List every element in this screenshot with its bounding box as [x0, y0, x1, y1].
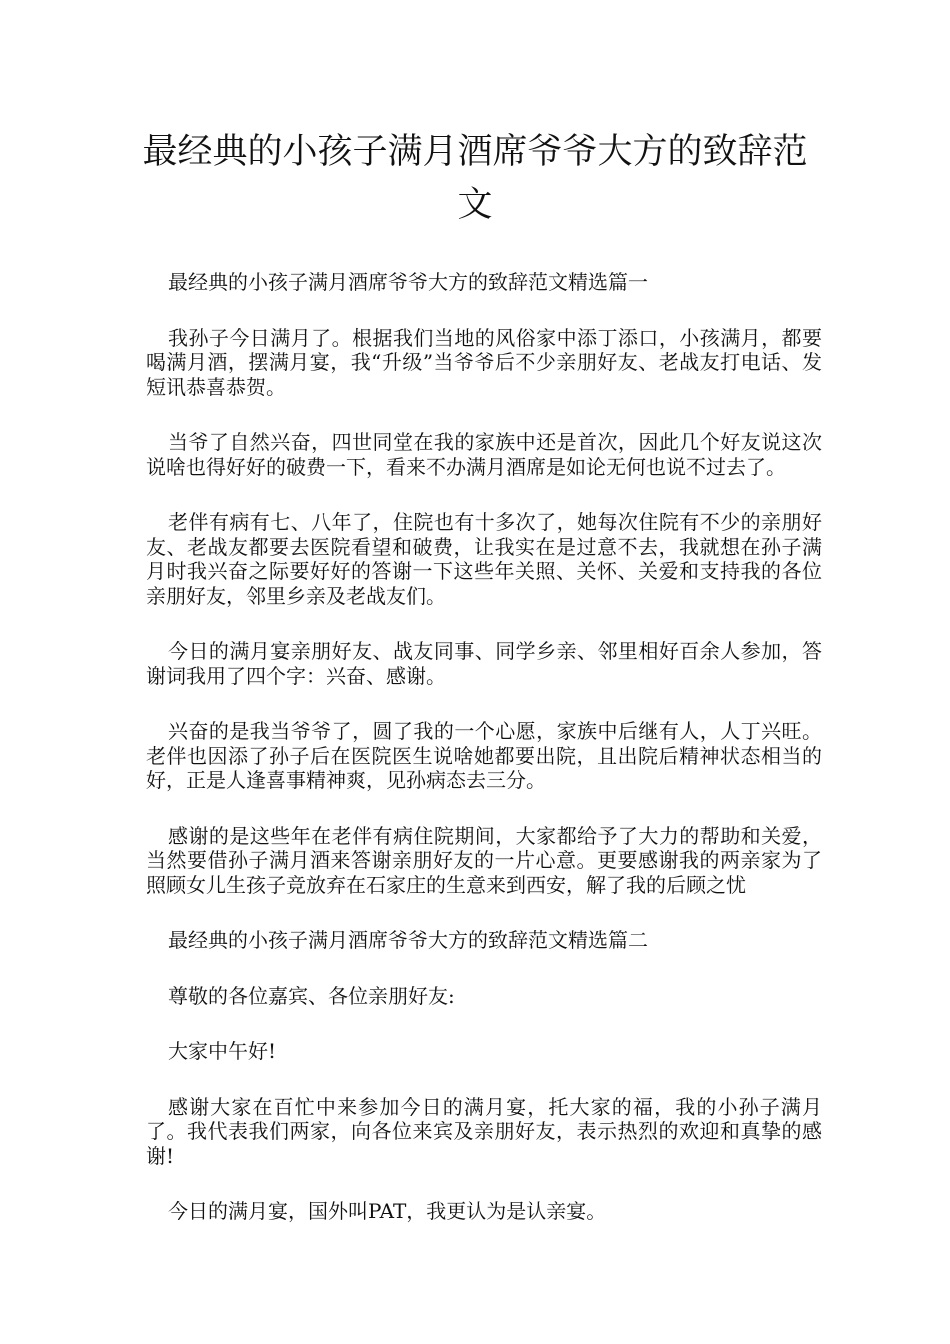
body-paragraph: 感谢大家在百忙中来参加今日的满月宴，托大家的福，我的小孙子满月了。我代表我们两家，向各位来宾及亲朋好友，表示热烈的欢迎和真挚的感谢! [146, 1094, 822, 1168]
body-paragraph: 今日的满月宴亲朋好友、战友同事、同学乡亲、邻里相好百余人参加，答谢词我用了四个字：兴奋、感谢。 [146, 639, 822, 688]
body-paragraph: 老伴有病有七、八年了，住院也有十多次了，她每次住院有不少的亲朋好友、老战友都要去医院看望和破费，让我实在是过意不去，我就想在孙子满月时我兴奋之际要好好的答谢一下这些年关照、关怀、关爱和支持我的各位亲朋好友，邻里乡亲及老战友们。 [146, 510, 822, 608]
body-paragraph: 尊敬的各位嘉宾、各位亲朋好友: [168, 983, 455, 1008]
document-body [146, 270, 822, 1255]
body-paragraph: 当爷了自然兴奋，四世同堂在我的家族中还是首次，因此几个好友说这次说啥也得好好的破费一下，看来不办满月酒席是如论无何也说不过去了。 [146, 430, 822, 479]
body-paragraph: 大家中午好! [168, 1039, 277, 1063]
document-title: 最经典的小孩子满月酒席爷爷大方的致辞范文 [142, 132, 808, 225]
body-paragraph: 今日的满月宴，国外叫PAT，我更认为是认亲宴。 [168, 1199, 607, 1223]
body-paragraph: 兴奋的是我当爷爷了，圆了我的一个心愿，家族中后继有人，人丁兴旺。老伴也因添了孙子后在医院医生说啥她都要出院，且出院后精神状态相当的好，正是人逢喜事精神爽，见孙病态去三分。 [146, 719, 822, 792]
body-paragraph: 感谢的是这些年在老伴有病住院期间，大家都给予了大力的帮助和关爱，当然要借孙子满月酒来答谢亲朋好友的一片心意。更要感谢我的两亲家为了照顾女儿生孩子竞放弃在石家庄的生意来到西安，解了我的后顾之忧 [146, 823, 822, 897]
section-heading: 最经典的小孩子满月酒席爷爷大方的致辞范文精选篇二 [168, 928, 648, 952]
body-paragraph: 我孙子今日满月了。根据我们当地的风俗家中添丁添口，小孩满月，都要喝满月酒，摆满月宴，我“升级”当爷爷后不少亲朋好友、老战友打电话、发短讯恭喜恭贺。 [146, 325, 822, 399]
section-heading: 最经典的小孩子满月酒席爷爷大方的致辞范文精选篇一 [168, 270, 648, 294]
